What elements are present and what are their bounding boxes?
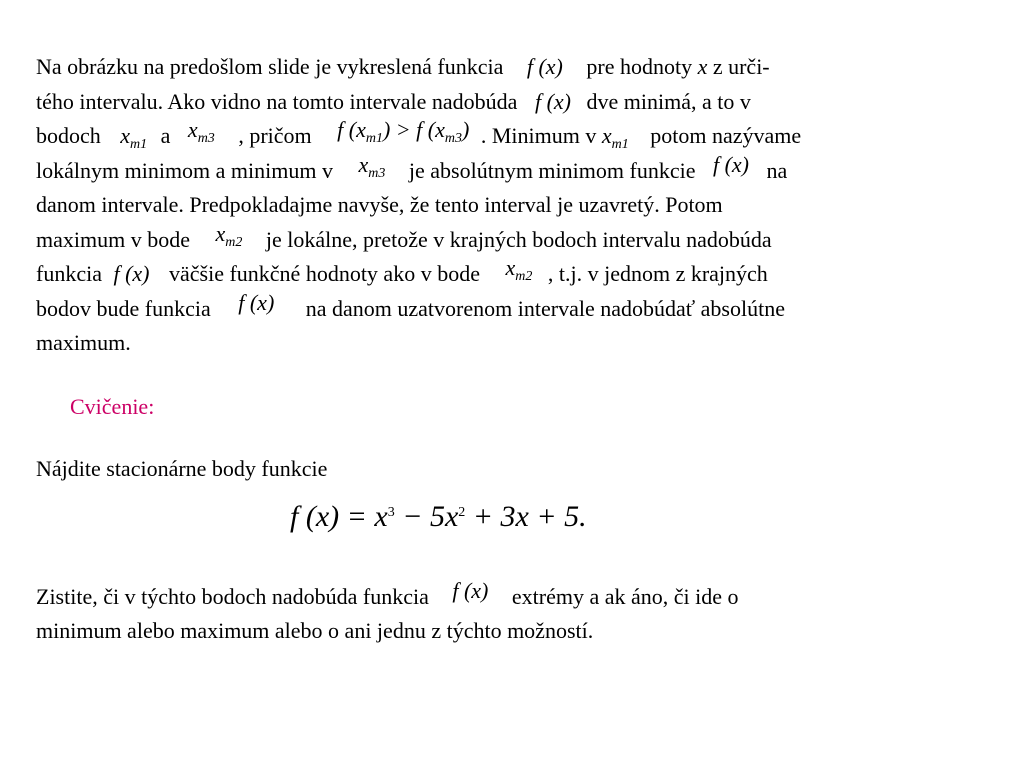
text-segment: danom intervale. Predpokladajme navyše, že tento interval je uzavretý. Potom [36, 192, 723, 217]
math-x: x [120, 123, 131, 148]
math-subscript: m2 [515, 269, 533, 284]
math-subscript: m1 [365, 131, 383, 146]
text-line-9 [36, 326, 996, 361]
text-segment: z urči- [712, 54, 770, 79]
math-x: x [215, 220, 226, 246]
formula-exponent: 2 [458, 505, 466, 520]
formula-term: + 3x + 5. [465, 500, 587, 533]
math-subscript: m1 [130, 137, 148, 152]
text-segment: na [766, 157, 788, 183]
text-segment: tého intervalu. Ako vidno na tomto intervale nadobúda [36, 88, 518, 114]
exercise-task [36, 452, 996, 486]
text-segment: , pričom [238, 123, 312, 148]
text-line [36, 580, 996, 614]
text-line [36, 614, 996, 648]
intro-paragraph [36, 50, 996, 361]
text-segment: lokálnym minimom a minimum v [36, 157, 333, 183]
math-subscript: m3 [368, 165, 386, 181]
math-fragment: ) > f ( [382, 117, 436, 142]
text-segment: pre hodnoty [586, 54, 693, 79]
text-line-7 [36, 257, 996, 292]
math-x-m2 [505, 251, 532, 294]
exercise-question [36, 580, 996, 648]
text-segment: bodoch [36, 123, 101, 148]
math-fx: f (x) [113, 261, 150, 286]
math-x: x [601, 123, 612, 148]
math-x-m3 [188, 113, 215, 156]
math-fx: f (x) [712, 151, 749, 177]
text-line-8 [36, 289, 996, 327]
text-segment: funkcia [36, 261, 102, 286]
text-segment: maximum. [36, 330, 131, 355]
formula-term: − 5x [394, 500, 459, 533]
math-x: x [505, 255, 516, 280]
formula-exponent: 3 [387, 505, 395, 520]
math-x-m2 [215, 217, 242, 260]
math-fx: f (x) [452, 578, 489, 603]
math-x: x [358, 151, 369, 177]
text-segment: . Minimum v [480, 123, 597, 148]
text-segment: väčšie funkčné hodnoty ako v bode [169, 261, 480, 286]
exercise-heading: Cvičenie: [70, 394, 155, 419]
text-segment: dve minimá, a to v [586, 88, 751, 114]
math-x: x [697, 54, 708, 79]
math-x: x [187, 117, 198, 142]
math-fx: f (x) [238, 289, 275, 315]
text-segment: a [160, 123, 171, 148]
math-subscript: m3 [444, 131, 462, 146]
text-segment: maximum v bode [36, 226, 190, 252]
text-segment: extrémy a ak áno, či ide o [511, 584, 739, 609]
exercise-formula [290, 500, 587, 534]
text-segment: potom nazývame [650, 123, 802, 148]
math-subscript: m1 [611, 137, 629, 152]
text-line-2 [36, 85, 996, 120]
text-segment: minimum alebo maximum alebo o ani jednu z týchto možností. [36, 618, 594, 643]
math-fx: f (x) [526, 54, 563, 79]
text-segment: na danom uzatvorenom intervale nadobúdať absolútne [305, 295, 785, 321]
math-fx: f (x) [534, 88, 571, 114]
text-line-1 [36, 50, 996, 85]
text-segment: bodov bude funkcia [36, 295, 211, 321]
math-x-m3 [359, 148, 386, 191]
text-segment: , t.j. v jednom z krajných [547, 261, 768, 286]
text-line-3 [36, 119, 996, 154]
math-subscript: m3 [197, 131, 215, 146]
text-segment: Nájdite stacionárne body funkcie [36, 456, 328, 481]
math-subscript: m2 [225, 234, 243, 250]
text-segment: Na obrázku na predošlom slide je vykreslená funkcia [36, 54, 504, 79]
text-segment: je absolútnym minimom funkcie [408, 157, 696, 183]
math-fragment: ) [462, 117, 470, 142]
text-segment: Zistite, či v týchto bodoch nadobúda funkcia [36, 584, 429, 609]
math-fragment: f ( [337, 117, 357, 142]
text-line-4 [36, 151, 996, 189]
formula-lhs: f (x) = x [290, 500, 388, 533]
math-x: x [356, 117, 366, 142]
text-line-5 [36, 188, 996, 223]
math-x: x [435, 117, 445, 142]
text-segment: je lokálne, pretože v krajných bodoch intervalu nadobúda [265, 226, 772, 252]
math-inequality [337, 113, 469, 156]
